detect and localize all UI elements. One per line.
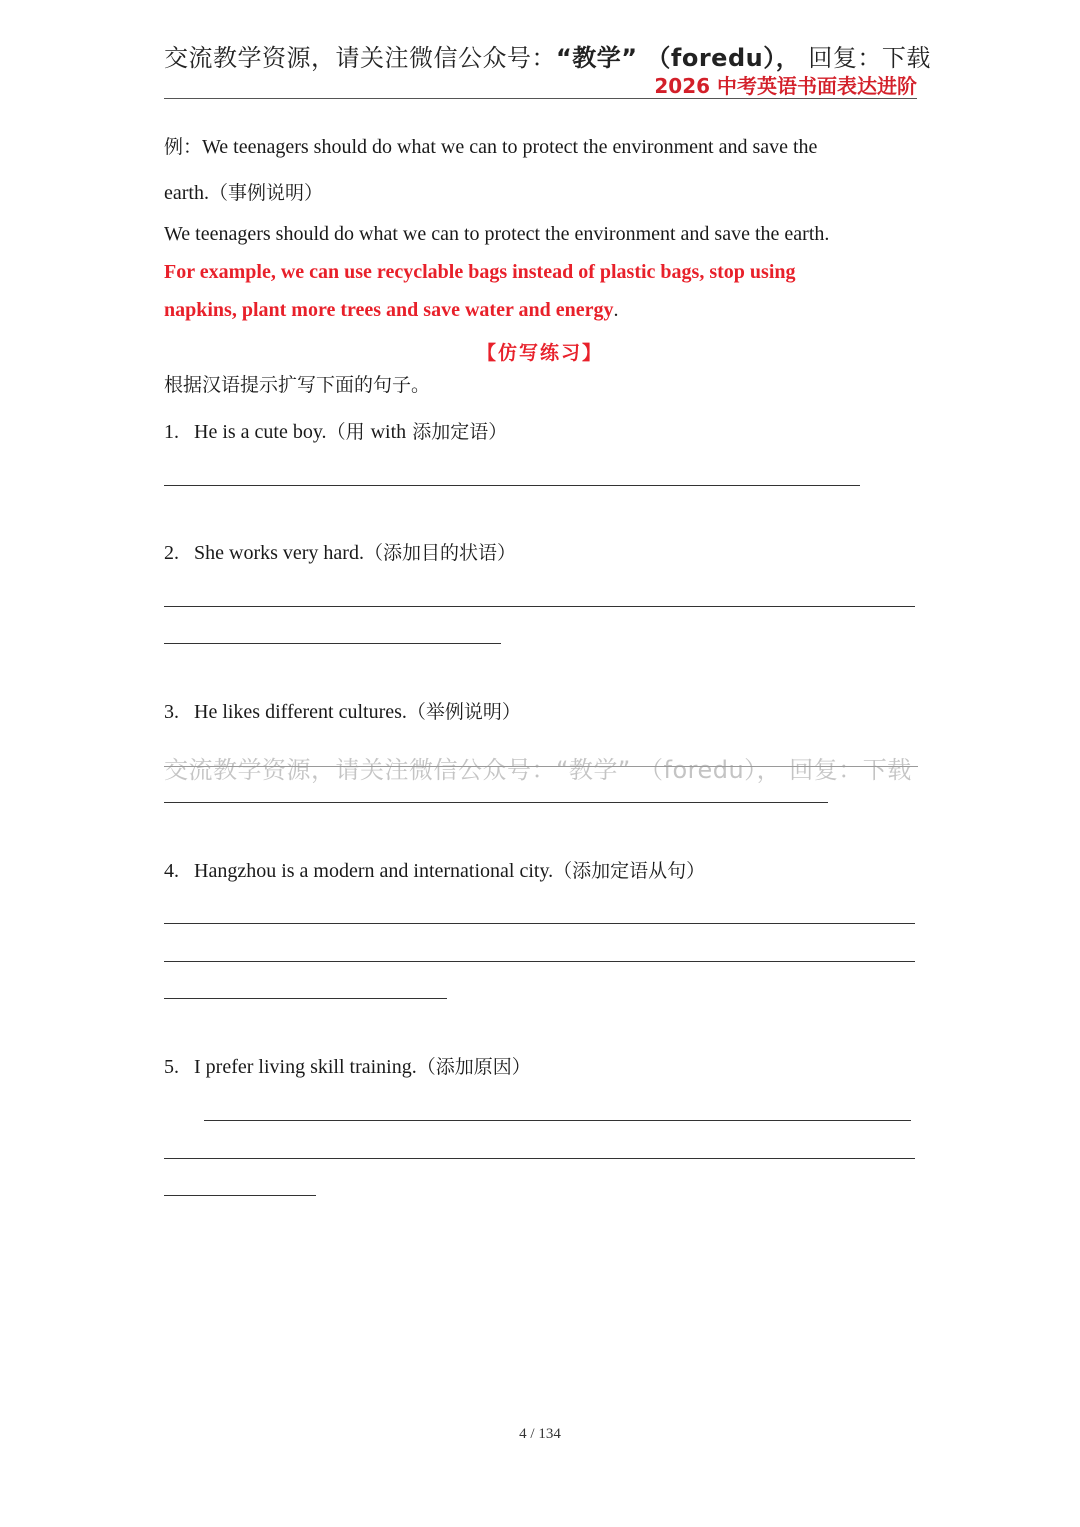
header-divider [164,98,917,99]
question-hint: （举例说明） [406,701,521,723]
question-sentence: I prefer living skill training. [194,1056,417,1078]
example-expanded-text: napkins, plant more trees and save water and energy [164,299,614,321]
question-hint-end: 添加定语） [406,421,508,443]
question-number: 1. [164,421,179,443]
question-sentence: She works very hard. [194,542,364,564]
question-number: 4. [164,860,179,882]
header-line-1 [164,38,931,73]
question-number: 2. [164,542,179,564]
answer-line[interactable] [164,485,860,486]
page-number: 4 / 134 [519,1426,561,1442]
answer-line[interactable] [164,1195,316,1196]
example-line-2 [164,178,323,205]
question-number: 3. [164,701,179,723]
example-base-sentence: We teenagers should do what we can to protect the environment and save the earth. [164,223,830,245]
answer-line[interactable] [164,1158,915,1159]
question-hint: （添加目的状语） [363,542,516,564]
example-period: . [613,299,619,321]
practice-title: 【仿写练习】 [476,342,603,364]
example-label: 例： [164,136,203,158]
example-expanded-line-1: For example, we can use recyclable bags instead of plastic bags, stop using [164,261,796,283]
example-text-2: earth. [164,182,209,204]
question-1 [164,417,507,444]
answer-line[interactable] [164,802,828,803]
header-text: 交流教学资源，请关注微信公众号： [164,44,556,72]
question-5 [164,1052,531,1079]
question-sentence: He likes different cultures. [194,701,407,723]
header-subtitle: 2026 中考英语书面表达进阶 [654,74,917,98]
question-sentence: He is a cute boy. [194,421,327,443]
header-reply: 回复：下载 [800,44,931,72]
example-line-1 [164,132,817,159]
watermark-text: 交流教学资源，请关注微信公众号：“教学” （foredu）， 回复：下载 [164,756,912,784]
question-hint: （用 [326,421,371,443]
example-expanded-line-2 [164,299,618,322]
question-hint-en: with [370,421,407,443]
question-2 [164,538,516,565]
answer-line[interactable] [204,1120,911,1121]
question-number: 5. [164,1056,179,1078]
question-3 [164,697,521,724]
answer-line[interactable] [164,606,915,607]
watermark-strike [164,766,918,767]
question-sentence: Hangzhou is a modern and international city. [194,860,554,882]
question-hint: （添加定语从句） [553,860,706,882]
question-4 [164,856,705,883]
answer-line[interactable] [164,643,501,644]
instruction: 根据汉语提示扩写下面的句子。 [164,374,431,396]
question-hint: （添加原因） [416,1056,531,1078]
answer-line[interactable] [164,998,447,999]
answer-line[interactable] [164,923,915,924]
example-text-1: We teenagers should do what we can to protect the environment and save the [202,136,818,158]
answer-line[interactable] [164,961,915,962]
example-note: （事例说明） [208,182,323,204]
header-account: “教学” （foredu）， [556,44,801,72]
